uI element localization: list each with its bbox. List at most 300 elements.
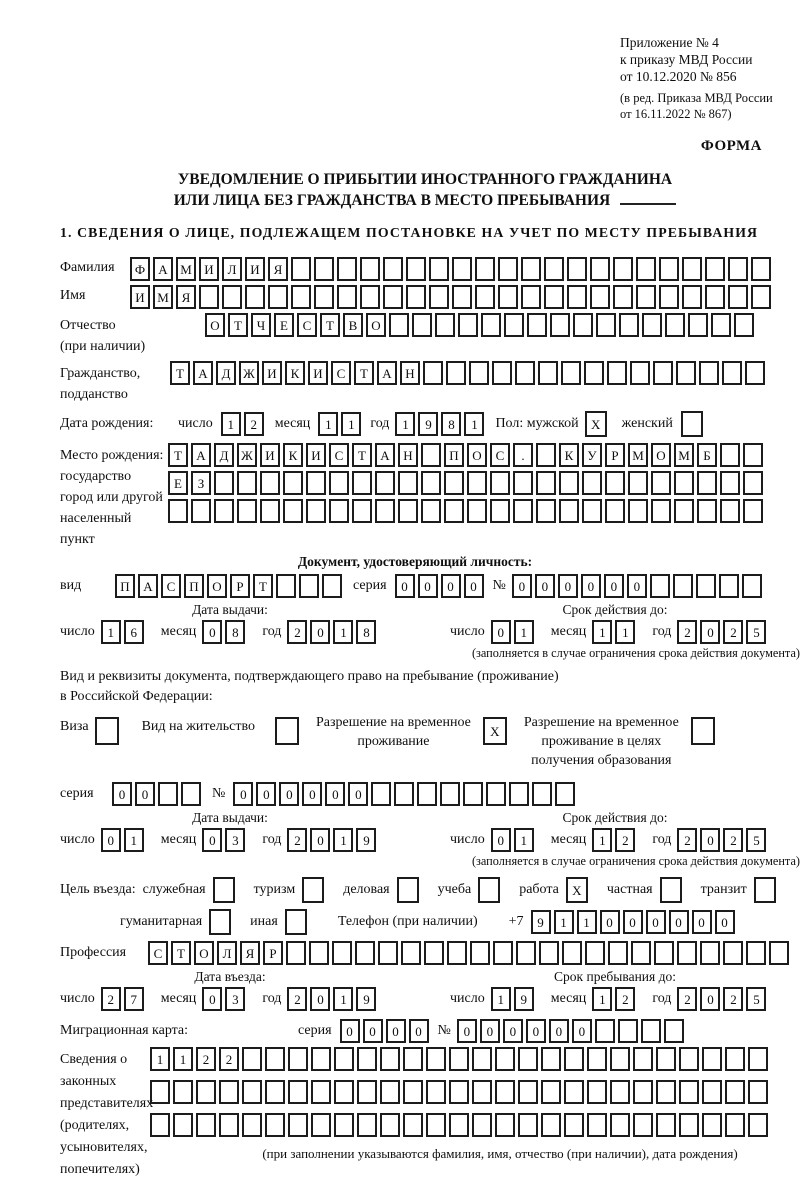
id-doc-issue-month-cells[interactable] [202,620,248,644]
char-cell[interactable]: 0 [348,782,368,806]
char-cell[interactable]: А [153,257,173,281]
char-cell[interactable] [677,941,697,965]
char-cell[interactable]: З [191,471,211,495]
char-cell[interactable] [754,877,776,903]
char-cell[interactable] [337,257,357,281]
char-cell[interactable]: 0 [600,910,620,934]
stay-doc-expiry-day-cells[interactable] [491,828,537,852]
char-cell[interactable]: 0 [202,620,222,644]
char-cell[interactable] [605,471,625,495]
char-cell[interactable] [613,285,633,309]
char-cell[interactable] [628,471,648,495]
char-cell[interactable] [518,1047,538,1071]
char-cell[interactable]: 9 [514,987,534,1011]
char-cell[interactable]: 0 [512,574,532,598]
char-cell[interactable] [541,1113,561,1137]
char-cell[interactable]: 0 [202,828,222,852]
birth-day-cells[interactable] [221,412,267,436]
char-cell[interactable] [196,1113,216,1137]
birth-month-cells[interactable] [318,412,364,436]
char-cell[interactable] [610,1047,630,1071]
char-cell[interactable]: 0 [310,828,330,852]
char-cell[interactable] [285,909,307,935]
char-cell[interactable] [608,941,628,965]
char-cell[interactable]: И [262,361,282,385]
char-cell[interactable]: 1 [395,412,415,436]
char-cell[interactable] [745,361,765,385]
char-cell[interactable] [722,361,742,385]
char-cell[interactable]: А [193,361,213,385]
char-cell[interactable] [337,285,357,309]
char-cell[interactable]: 0 [302,782,322,806]
char-cell[interactable] [314,257,334,281]
char-cell[interactable]: К [559,443,579,467]
char-cell[interactable] [590,285,610,309]
char-cell[interactable] [447,941,467,965]
char-cell[interactable] [173,1080,193,1104]
char-cell[interactable]: 0 [558,574,578,598]
char-cell[interactable]: 1 [577,910,597,934]
char-cell[interactable] [705,285,725,309]
char-cell[interactable] [679,1113,699,1137]
char-cell[interactable] [613,257,633,281]
char-cell[interactable] [260,499,280,523]
char-cell[interactable] [656,1047,676,1071]
char-cell[interactable] [403,1080,423,1104]
char-cell[interactable] [769,941,789,965]
char-cell[interactable]: 3 [225,987,245,1011]
char-cell[interactable] [423,361,443,385]
char-cell[interactable] [751,285,771,309]
char-cell[interactable] [673,574,693,598]
char-cell[interactable] [150,1113,170,1137]
char-cell[interactable]: 1 [514,828,534,852]
char-cell[interactable]: 8 [356,620,376,644]
char-cell[interactable] [746,941,766,965]
char-cell[interactable] [242,1113,262,1137]
char-cell[interactable]: Н [400,361,420,385]
stay-until-month-cells[interactable] [592,987,638,1011]
char-cell[interactable] [559,471,579,495]
char-cell[interactable] [375,471,395,495]
char-cell[interactable]: 2 [196,1047,216,1071]
char-cell[interactable] [478,877,500,903]
char-cell[interactable] [518,1080,538,1104]
purpose-humanitarian-checkbox[interactable] [209,909,234,935]
char-cell[interactable] [452,257,472,281]
char-cell[interactable]: 0 [526,1019,546,1043]
char-cell[interactable] [700,941,720,965]
char-cell[interactable]: 1 [514,620,534,644]
char-cell[interactable] [314,285,334,309]
id-doc-issue-day-cells[interactable] [101,620,147,644]
purpose-transit-checkbox[interactable] [754,877,779,903]
char-cell[interactable]: 2 [677,828,697,852]
char-cell[interactable] [748,1080,768,1104]
char-cell[interactable] [584,361,604,385]
char-cell[interactable]: И [260,443,280,467]
entry-year-cells[interactable] [287,987,379,1011]
char-cell[interactable] [659,257,679,281]
char-cell[interactable] [564,1113,584,1137]
char-cell[interactable] [260,471,280,495]
char-cell[interactable]: А [138,574,158,598]
char-cell[interactable]: 0 [325,782,345,806]
char-cell[interactable] [679,1047,699,1071]
char-cell[interactable]: Р [605,443,625,467]
char-cell[interactable] [541,1080,561,1104]
char-cell[interactable] [426,1113,446,1137]
char-cell[interactable] [493,941,513,965]
char-cell[interactable] [311,1080,331,1104]
char-cell[interactable] [650,574,670,598]
char-cell[interactable] [513,499,533,523]
char-cell[interactable]: X [566,877,588,903]
representatives-cells-row-3[interactable] [150,1113,790,1137]
char-cell[interactable] [702,1047,722,1071]
char-cell[interactable]: А [377,361,397,385]
char-cell[interactable] [748,1113,768,1137]
char-cell[interactable] [452,285,472,309]
char-cell[interactable]: Т [170,361,190,385]
char-cell[interactable] [199,285,219,309]
char-cell[interactable]: Ж [239,361,259,385]
char-cell[interactable]: 0 [700,620,720,644]
purpose-business-checkbox[interactable] [397,877,422,903]
char-cell[interactable]: Т [352,443,372,467]
char-cell[interactable] [481,313,501,337]
char-cell[interactable] [401,941,421,965]
char-cell[interactable]: Е [274,313,294,337]
char-cell[interactable]: 2 [723,828,743,852]
id-doc-expiry-day-cells[interactable] [491,620,537,644]
char-cell[interactable] [332,941,352,965]
char-cell[interactable] [651,499,671,523]
char-cell[interactable]: 0 [581,574,601,598]
char-cell[interactable] [265,1080,285,1104]
char-cell[interactable] [375,499,395,523]
char-cell[interactable] [582,471,602,495]
char-cell[interactable] [651,471,671,495]
char-cell[interactable]: А [191,443,211,467]
char-cell[interactable]: 2 [615,828,635,852]
char-cell[interactable]: 0 [340,1019,360,1043]
stay-doc-issue-year-cells[interactable] [287,828,379,852]
char-cell[interactable] [475,285,495,309]
char-cell[interactable] [403,1113,423,1137]
stay-doc-issue-day-cells[interactable] [101,828,147,852]
purpose-tourism-checkbox[interactable] [302,877,327,903]
char-cell[interactable]: Р [263,941,283,965]
char-cell[interactable] [697,471,717,495]
char-cell[interactable] [357,1113,377,1137]
char-cell[interactable] [446,361,466,385]
char-cell[interactable]: О [467,443,487,467]
char-cell[interactable] [595,1019,615,1043]
char-cell[interactable] [486,782,506,806]
char-cell[interactable] [538,361,558,385]
char-cell[interactable]: М [153,285,173,309]
char-cell[interactable] [636,285,656,309]
char-cell[interactable] [751,257,771,281]
char-cell[interactable]: Т [354,361,374,385]
char-cell[interactable] [688,313,708,337]
char-cell[interactable]: 1 [554,910,574,934]
char-cell[interactable] [681,411,703,437]
char-cell[interactable] [748,1047,768,1071]
purpose-official-checkbox[interactable] [213,877,238,903]
char-cell[interactable] [585,941,605,965]
char-cell[interactable] [734,313,754,337]
char-cell[interactable]: 1 [592,828,612,852]
char-cell[interactable] [242,1047,262,1071]
char-cell[interactable]: Т [228,313,248,337]
char-cell[interactable]: П [115,574,135,598]
char-cell[interactable]: 0 [604,574,624,598]
char-cell[interactable]: 2 [287,620,307,644]
char-cell[interactable] [196,1080,216,1104]
char-cell[interactable]: 9 [418,412,438,436]
char-cell[interactable] [699,361,719,385]
char-cell[interactable]: 7 [124,987,144,1011]
char-cell[interactable]: 0 [310,987,330,1011]
char-cell[interactable] [555,782,575,806]
char-cell[interactable] [467,471,487,495]
char-cell[interactable] [743,471,763,495]
char-cell[interactable]: 0 [310,620,330,644]
char-cell[interactable] [421,499,441,523]
char-cell[interactable] [394,782,414,806]
char-cell[interactable]: С [329,443,349,467]
char-cell[interactable] [334,1080,354,1104]
char-cell[interactable] [587,1047,607,1071]
name-cells[interactable] [130,285,774,309]
char-cell[interactable] [742,574,762,598]
char-cell[interactable]: 9 [356,987,376,1011]
char-cell[interactable] [490,499,510,523]
char-cell[interactable] [674,499,694,523]
char-cell[interactable] [209,909,231,935]
char-cell[interactable] [725,1113,745,1137]
birth-year-cells[interactable] [395,412,487,436]
profession-cells[interactable] [148,941,792,965]
char-cell[interactable] [424,941,444,965]
char-cell[interactable] [495,1080,515,1104]
char-cell[interactable]: 1 [173,1047,193,1071]
phone-cells[interactable] [531,910,738,934]
char-cell[interactable]: 1 [464,412,484,436]
char-cell[interactable]: 0 [363,1019,383,1043]
char-cell[interactable] [181,782,201,806]
surname-cells[interactable] [130,257,774,281]
char-cell[interactable]: И [130,285,150,309]
char-cell[interactable] [237,499,257,523]
birth-place-cells-row-2[interactable] [168,471,766,495]
char-cell[interactable] [515,361,535,385]
char-cell[interactable] [696,574,716,598]
char-cell[interactable]: Д [216,361,236,385]
char-cell[interactable] [467,499,487,523]
char-cell[interactable] [743,443,763,467]
char-cell[interactable]: О [207,574,227,598]
char-cell[interactable] [728,257,748,281]
citizenship-cells[interactable] [170,361,768,385]
char-cell[interactable] [725,1080,745,1104]
char-cell[interactable] [306,471,326,495]
residence-permit-checkbox[interactable] [275,713,302,745]
char-cell[interactable]: 0 [457,1019,477,1043]
char-cell[interactable] [559,499,579,523]
char-cell[interactable] [329,499,349,523]
char-cell[interactable] [472,1080,492,1104]
char-cell[interactable]: 2 [677,620,697,644]
char-cell[interactable] [357,1047,377,1071]
char-cell[interactable] [562,941,582,965]
char-cell[interactable] [674,471,694,495]
char-cell[interactable]: О [651,443,671,467]
char-cell[interactable] [435,313,455,337]
char-cell[interactable]: 0 [700,828,720,852]
char-cell[interactable]: Л [217,941,237,965]
char-cell[interactable] [283,471,303,495]
char-cell[interactable] [607,361,627,385]
char-cell[interactable]: 0 [503,1019,523,1043]
char-cell[interactable]: С [490,443,510,467]
char-cell[interactable]: 0 [646,910,666,934]
char-cell[interactable]: Л [222,257,242,281]
char-cell[interactable] [352,499,372,523]
char-cell[interactable] [286,941,306,965]
char-cell[interactable]: 5 [746,828,766,852]
char-cell[interactable] [283,499,303,523]
birth-place-cells-row-1[interactable] [168,443,766,467]
char-cell[interactable]: 0 [418,574,438,598]
char-cell[interactable] [619,313,639,337]
char-cell[interactable] [214,499,234,523]
char-cell[interactable]: Т [171,941,191,965]
char-cell[interactable] [665,313,685,337]
char-cell[interactable] [498,285,518,309]
char-cell[interactable]: 1 [150,1047,170,1071]
char-cell[interactable] [656,1113,676,1137]
char-cell[interactable] [357,1080,377,1104]
char-cell[interactable] [291,257,311,281]
char-cell[interactable]: И [306,443,326,467]
char-cell[interactable]: 1 [221,412,241,436]
char-cell[interactable] [567,285,587,309]
stay-doc-issue-month-cells[interactable] [202,828,248,852]
char-cell[interactable] [567,257,587,281]
char-cell[interactable]: П [184,574,204,598]
char-cell[interactable] [389,313,409,337]
char-cell[interactable]: 0 [491,620,511,644]
temp-residence-education-checkbox[interactable] [691,713,718,745]
id-doc-expiry-year-cells[interactable] [677,620,769,644]
char-cell[interactable]: Я [176,285,196,309]
char-cell[interactable] [429,257,449,281]
char-cell[interactable] [309,941,329,965]
char-cell[interactable] [95,717,119,745]
char-cell[interactable] [516,941,536,965]
char-cell[interactable] [720,471,740,495]
char-cell[interactable] [222,285,242,309]
char-cell[interactable]: У [582,443,602,467]
char-cell[interactable] [322,574,342,598]
char-cell[interactable] [463,782,483,806]
char-cell[interactable] [276,574,296,598]
char-cell[interactable]: 5 [746,620,766,644]
char-cell[interactable] [158,782,178,806]
char-cell[interactable] [219,1113,239,1137]
char-cell[interactable]: 1 [592,620,612,644]
char-cell[interactable] [268,285,288,309]
purpose-study-checkbox[interactable] [478,877,503,903]
char-cell[interactable]: К [283,443,303,467]
char-cell[interactable]: 0 [700,987,720,1011]
purpose-other-checkbox[interactable] [285,909,310,935]
id-doc-series-cells[interactable] [395,574,487,598]
stay-doc-number-cells[interactable] [233,782,578,806]
char-cell[interactable] [492,361,512,385]
char-cell[interactable] [403,1047,423,1071]
char-cell[interactable] [587,1113,607,1137]
purpose-work-checkbox[interactable] [566,877,591,903]
char-cell[interactable] [702,1080,722,1104]
char-cell[interactable] [168,499,188,523]
char-cell[interactable] [544,285,564,309]
char-cell[interactable]: 1 [124,828,144,852]
patronymic-cells[interactable] [205,313,757,337]
char-cell[interactable] [288,1080,308,1104]
char-cell[interactable]: Н [398,443,418,467]
char-cell[interactable] [633,1113,653,1137]
char-cell[interactable] [705,257,725,281]
char-cell[interactable]: Я [268,257,288,281]
char-cell[interactable] [564,1080,584,1104]
char-cell[interactable] [288,1047,308,1071]
char-cell[interactable] [444,471,464,495]
char-cell[interactable]: О [194,941,214,965]
char-cell[interactable]: 0 [627,574,647,598]
char-cell[interactable] [509,782,529,806]
char-cell[interactable] [291,285,311,309]
char-cell[interactable] [426,1047,446,1071]
char-cell[interactable]: 9 [356,828,376,852]
char-cell[interactable] [641,1019,661,1043]
char-cell[interactable] [697,499,717,523]
char-cell[interactable] [380,1080,400,1104]
char-cell[interactable]: 0 [464,574,484,598]
char-cell[interactable] [440,782,460,806]
char-cell[interactable] [536,443,556,467]
char-cell[interactable]: О [205,313,225,337]
char-cell[interactable] [536,499,556,523]
char-cell[interactable] [334,1113,354,1137]
char-cell[interactable] [406,285,426,309]
char-cell[interactable] [302,877,324,903]
char-cell[interactable] [421,443,441,467]
char-cell[interactable]: 1 [101,620,121,644]
id-doc-expiry-month-cells[interactable] [592,620,638,644]
char-cell[interactable] [383,257,403,281]
char-cell[interactable] [444,499,464,523]
char-cell[interactable] [518,1113,538,1137]
char-cell[interactable] [360,285,380,309]
char-cell[interactable] [743,499,763,523]
char-cell[interactable] [521,285,541,309]
char-cell[interactable] [334,1047,354,1071]
char-cell[interactable]: Д [214,443,234,467]
